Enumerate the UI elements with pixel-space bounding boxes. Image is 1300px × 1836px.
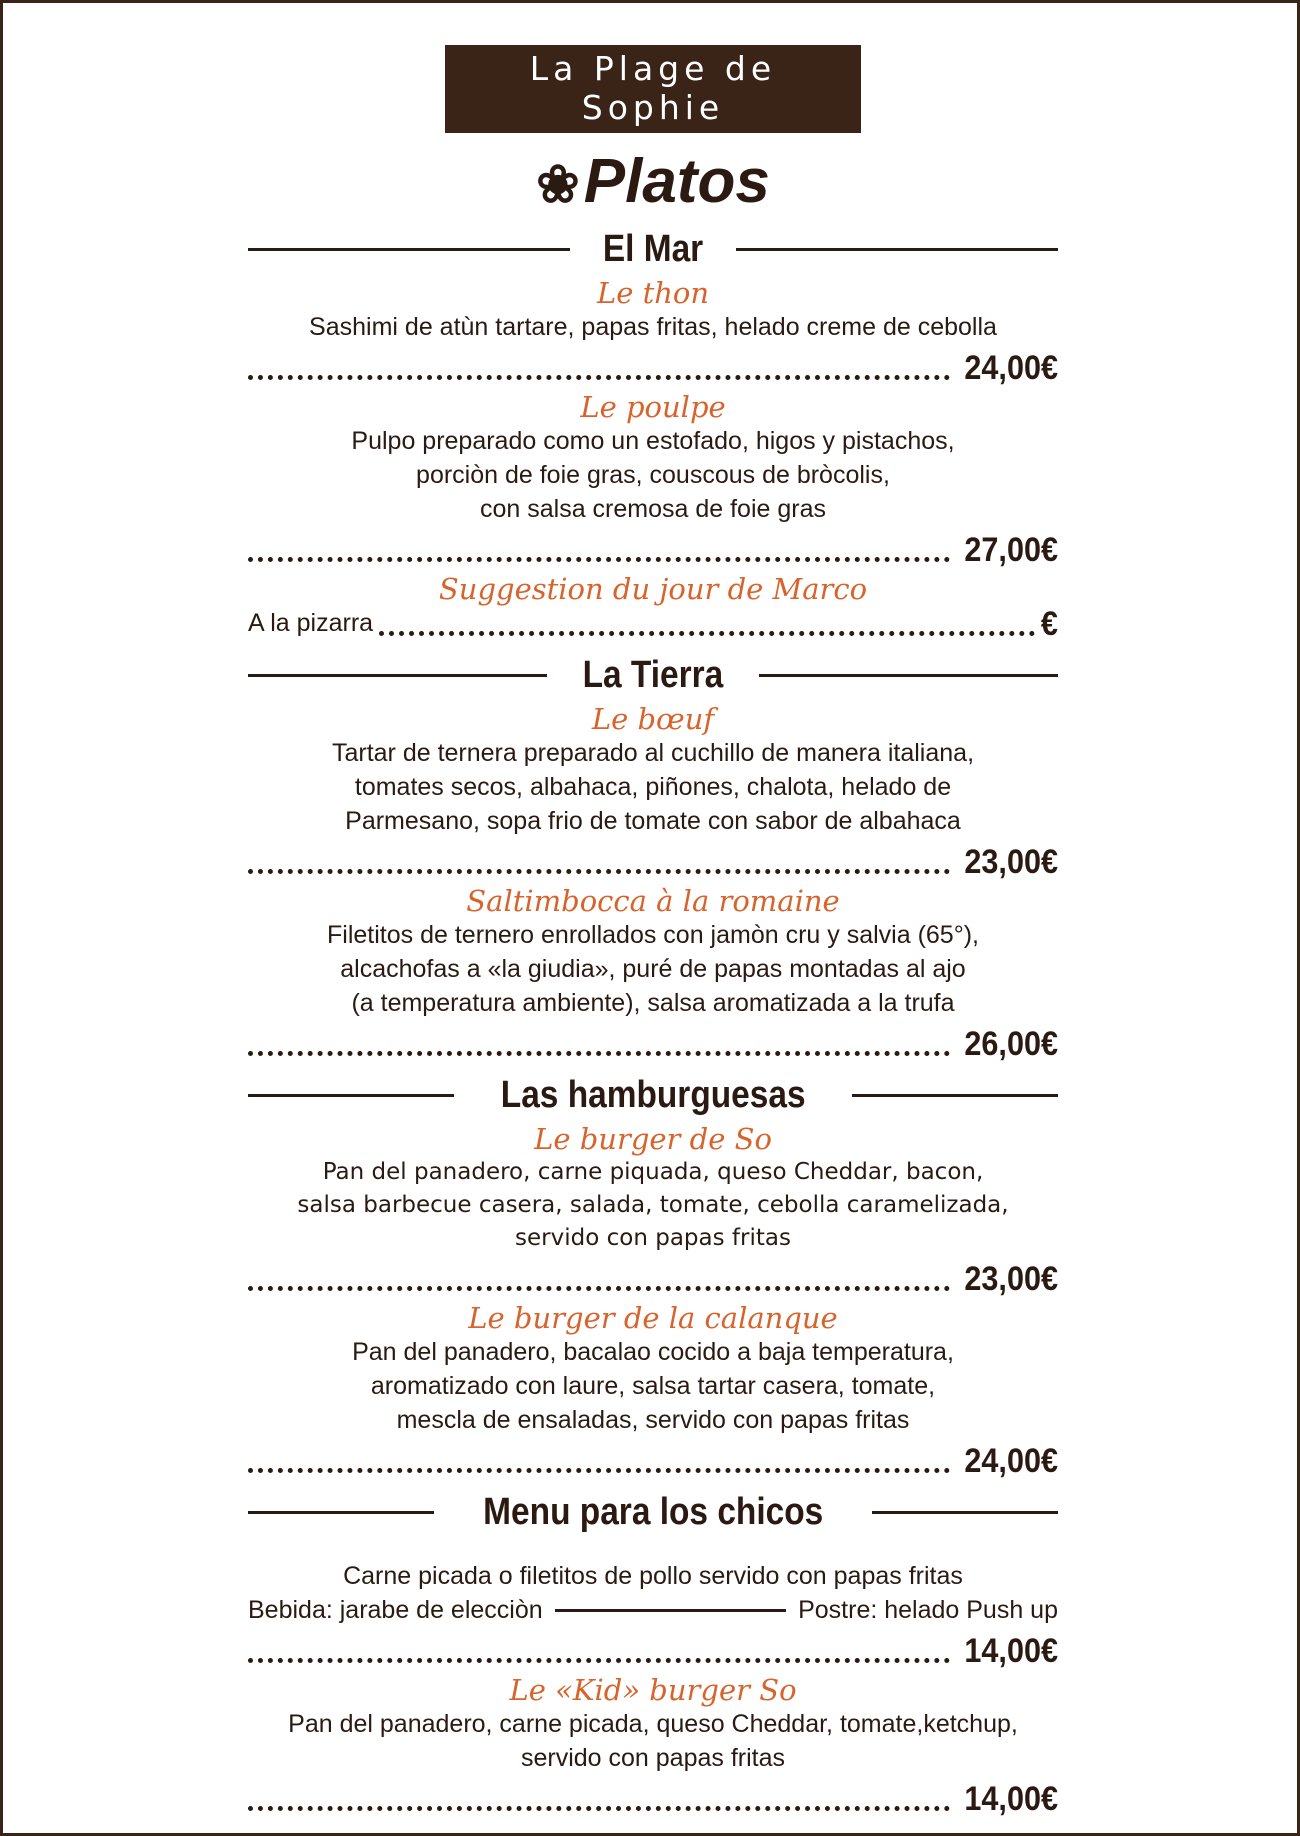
section-rule-right bbox=[759, 674, 1058, 677]
dish-description-line: aromatizado con laure, salsa tartar casera, tomate, bbox=[370, 1372, 936, 1400]
section-header-tierra bbox=[248, 650, 1058, 700]
dot-leader bbox=[248, 859, 950, 874]
dish-kid-burger-so bbox=[248, 1673, 1058, 1819]
kids-menu bbox=[248, 1559, 1058, 1671]
dish-description-line: Tartar de ternera preparado al cuchillo de manera italiana, bbox=[331, 739, 975, 767]
dish-saltimbocca bbox=[248, 884, 1058, 1064]
dish-name: Saltimbocca à la romaine bbox=[466, 884, 840, 918]
dish-description-line: Sashimi de atùn tartare, papas fritas, helado creme de cebolla bbox=[309, 313, 997, 341]
price-line bbox=[248, 346, 1058, 388]
dish-description-line: porciòn de foie gras, couscous de bròcolis, bbox=[416, 461, 890, 489]
dish-description-line: alcachofas a «la giudia», puré de papas montadas al ajo bbox=[340, 955, 966, 983]
dish-name: Le burger de So bbox=[534, 1122, 772, 1156]
dish-description-line: tomates secos, albahaca, piñones, chalota, helado de bbox=[354, 773, 952, 801]
section-label: Las hamburguesas bbox=[500, 1073, 806, 1116]
dot-leader bbox=[248, 1796, 950, 1811]
options-divider bbox=[555, 1609, 786, 1612]
dish-le-poulpe bbox=[248, 390, 1058, 570]
dish-description-line: con salsa cremosa de foie gras bbox=[479, 495, 826, 523]
dish-name: Le thon bbox=[596, 276, 710, 310]
dish-price: 14,00€ bbox=[964, 1632, 1058, 1670]
section-rule-left bbox=[248, 248, 570, 251]
dish-prefix: A la pizarra bbox=[248, 609, 374, 637]
page-title-text: Platos bbox=[583, 147, 770, 216]
dish-name: Le burger de la calanque bbox=[468, 1301, 838, 1335]
dish-description-line: (a temperatura ambiente), salsa aromatizada a la trufa bbox=[351, 989, 955, 1017]
section-label: La Tierra bbox=[582, 653, 724, 696]
dish-suggestion-du-jour bbox=[248, 572, 1058, 644]
menu-content bbox=[248, 45, 1058, 1819]
dish-description-line: mescla de ensaladas, servido con papas fritas bbox=[396, 1406, 910, 1434]
flower-icon: ❀ bbox=[536, 156, 580, 214]
dish-description-line: Pulpo preparado como un estofado, higos y pistachos, bbox=[351, 427, 955, 455]
dish-name: Suggestion du jour de Marco bbox=[438, 572, 868, 606]
dish-le-boeuf bbox=[248, 702, 1058, 882]
price-line bbox=[248, 1629, 1058, 1671]
dish-price: 26,00€ bbox=[964, 1025, 1058, 1063]
dot-leader bbox=[248, 365, 950, 380]
page-title bbox=[248, 149, 1058, 218]
kids-menu-dessert: Postre: helado Push up bbox=[798, 1596, 1058, 1624]
dish-price: 23,00€ bbox=[964, 843, 1058, 881]
dot-leader bbox=[248, 547, 950, 562]
dish-description-line: salsa barbecue casera, salada, tomate, cebolla caramelizada, bbox=[297, 1192, 1009, 1218]
price-line bbox=[248, 1777, 1058, 1819]
dish-price: 24,00€ bbox=[964, 349, 1058, 387]
section-rule-right bbox=[852, 1094, 1058, 1097]
dish-burger-de-so bbox=[248, 1122, 1058, 1299]
kids-menu-description: Carne picada o filetitos de pollo servido con papas fritas bbox=[343, 1562, 963, 1590]
dish-price: 24,00€ bbox=[964, 1442, 1058, 1480]
price-line bbox=[248, 1257, 1058, 1299]
dish-description-line: Pan del panadero, bacalao cocido a baja temperatura, bbox=[352, 1338, 954, 1366]
spacer bbox=[248, 1537, 1058, 1559]
section-rule-right bbox=[872, 1511, 1058, 1514]
section-rule-left bbox=[248, 1094, 454, 1097]
dot-leader bbox=[248, 1458, 950, 1473]
dish-name: Le poulpe bbox=[580, 390, 726, 424]
price-line bbox=[248, 602, 1058, 644]
price-line bbox=[248, 528, 1058, 570]
kids-menu-drink: Bebida: jarabe de elecciòn bbox=[248, 1596, 543, 1624]
dish-description-line: servido con papas fritas bbox=[520, 1744, 786, 1772]
price-line bbox=[248, 1022, 1058, 1064]
restaurant-name: La Plage de Sophie bbox=[445, 45, 861, 133]
dish-name: Le «Kid» burger So bbox=[509, 1673, 797, 1707]
dot-leader bbox=[248, 1041, 950, 1056]
section-rule-right bbox=[736, 248, 1058, 251]
dish-burger-de-la-calanque bbox=[248, 1301, 1058, 1481]
dish-price: € bbox=[1040, 605, 1058, 643]
dish-price: 14,00€ bbox=[964, 1780, 1058, 1818]
section-rule-left bbox=[248, 1511, 434, 1514]
dot-leader bbox=[379, 621, 1035, 636]
dish-description-line: servido con papas fritas bbox=[515, 1225, 791, 1251]
dish-le-thon bbox=[248, 276, 1058, 388]
price-line bbox=[248, 1439, 1058, 1481]
section-header-hamburguesas bbox=[248, 1070, 1058, 1120]
dish-description-line: Pan del panadero, carne piquada, queso Cheddar, bacon, bbox=[322, 1159, 984, 1185]
kids-menu-options bbox=[248, 1593, 1058, 1627]
dish-description-line: Pan del panadero, carne picada, queso Cheddar, tomate,ketchup, bbox=[288, 1710, 1018, 1738]
section-label: Menu para los chicos bbox=[482, 1490, 824, 1533]
price-line bbox=[248, 840, 1058, 882]
dot-leader bbox=[248, 1648, 950, 1663]
dot-leader bbox=[248, 1276, 950, 1291]
dish-description-line: Parmesano, sopa frio de tomate con sabor de albahaca bbox=[345, 807, 961, 835]
dish-description-line: Filetitos de ternero enrollados con jamòn cru y salvia (65°), bbox=[327, 921, 979, 949]
dish-name: Le bœuf bbox=[591, 702, 715, 736]
dish-price: 27,00€ bbox=[964, 531, 1058, 569]
section-rule-left bbox=[248, 674, 547, 677]
dish-price: 23,00€ bbox=[964, 1260, 1058, 1298]
brand-banner bbox=[248, 45, 1058, 133]
section-header-mar bbox=[248, 224, 1058, 274]
section-header-chicos bbox=[248, 1487, 1058, 1537]
section-label: El Mar bbox=[602, 227, 704, 270]
